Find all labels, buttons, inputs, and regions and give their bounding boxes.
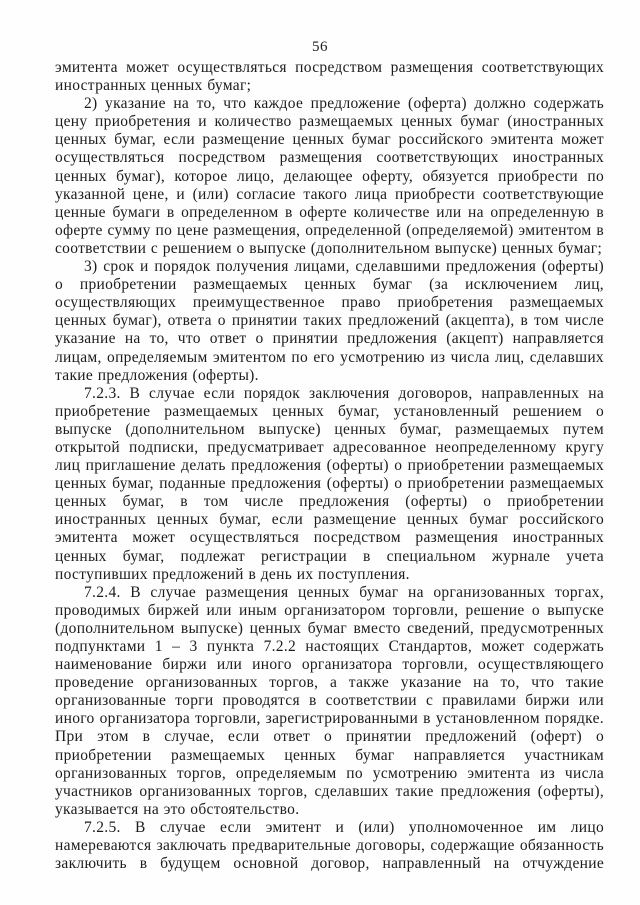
paragraph-subitem-2: 2) указание на то, что каждое предложение (оферта) должно содержать цену приобретения и количество размещаемых ценных бумаг (иностранных ценных бумаг, если размещение ценных бумаг российского эмитента может осуществляться посредством размещения соответствующих иностранных ценных бумаг), которое лицо, делающее оферту, обязуется приобрести по указанной цене, и (или) согласие такого лица приобрести соответствующие ценные бумаги в определенном в оферте количестве или на определенную в оферте сумму по цене размещения, определенной (определяемой) эмитентом в соответствии с решением о выпуске (дополнительном выпуске) ценных бумаг; bbox=[55, 95, 604, 257]
page-text-block bbox=[55, 59, 604, 873]
paragraph-subitem-3: 3) срок и порядок получения лицами, сделавшими предложения (оферты) о приобретении размещаемых ценных бумаг (за исключением лиц, осуществляющих преимущественное право приобретения размещаемых ценных бумаг), ответа о принятии таких предложений (акцепта), в том числе указание на то, что ответ о принятии предложения (акцепт) направляется лицам, определяемым эмитентом по его усмотрению из числа лиц, сделавших такие предложения (оферты). bbox=[55, 258, 604, 384]
page-number: 56 bbox=[312, 39, 328, 55]
paragraph-clause-7-2-5: 7.2.5. В случае если эмитент и (или) уполномоченное им лицо намереваются заключать предварительные договоры, содержащие обязанность заключить в будущем основной договор, направленный на отчуждение bbox=[55, 818, 604, 873]
paragraph-clause-7-2-4: 7.2.4. В случае размещения ценных бумаг на организованных торгах, проводимых биржей или иным организатором торговли, решение о выпуске (дополнительном выпуске) ценных бумаг вместо сведений, предусмотренных подпунктами 1 – 3 пункта 7.2.2 настоящих Стандартов, может содержать наименование биржи или иного организатора торговли, осуществляющего проведение организованных торгов, а также указание на то, что такие организованные торги проводятся в соответствии с правилами биржи или иного организатора торговли, зарегистрированными в установленном порядке. При этом в случае, если ответ о принятии предложений (оферт) о приобретении размещаемых ценных бумаг направляется участникам организованных торгов, определяемым по усмотрению эмитента из числа участников организованных торгов, сделавших такие предложения (оферты), указывается на это обстоятельство. bbox=[55, 583, 604, 818]
paragraph-clause-7-2-3: 7.2.3. В случае если порядок заключения договоров, направленных на приобретение размещаемых ценных бумаг, установленный решением о выпуске (дополнительном выпуске) ценных бумаг, размещаемых путем открытой подписки, предусматривает адресованное неопределенному кругу лиц приглашение делать предложения (оферты) о приобретении размещаемых ценных бумаг, поданные предложения (оферты) о приобретении размещаемых ценных бумаг, в том числе предложения (оферты) о приобретении иностранных ценных бумаг, если размещение ценных бумаг российского эмитента может осуществляться посредством размещения иностранных ценных бумаг, подлежат регистрации в специальном журнале учета поступивших предложений в день их поступления. bbox=[55, 384, 604, 583]
paragraph-continuation: эмитента может осуществляться посредством размещения соответствующих иностранных ценных бумаг; bbox=[55, 59, 604, 95]
